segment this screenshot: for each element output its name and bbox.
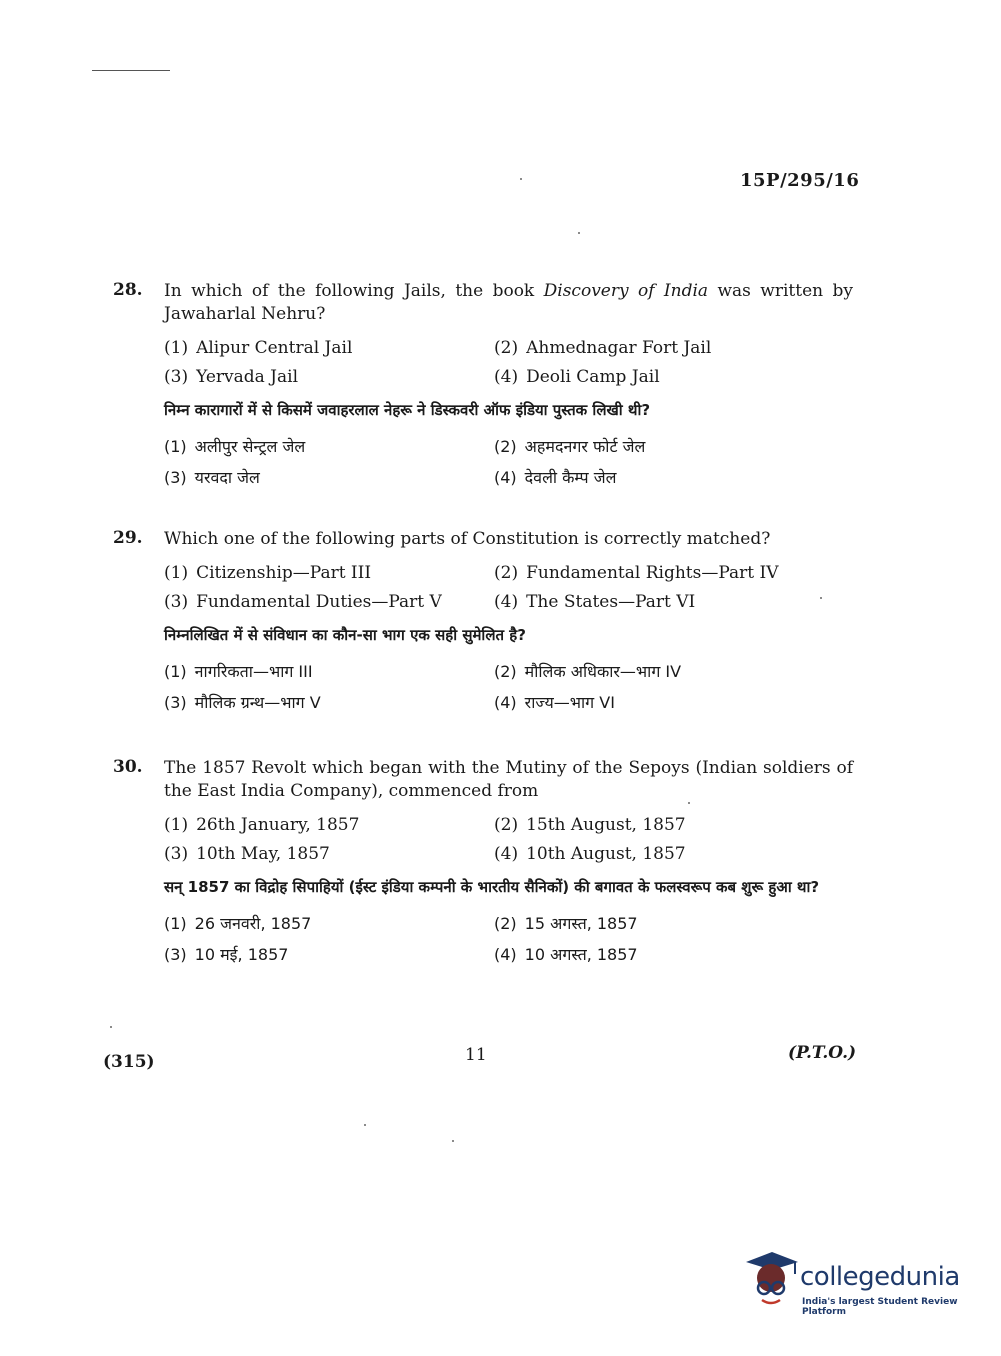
question-30 <box>113 757 853 965</box>
option-3: (3) Fundamental Duties—Part V <box>164 592 442 612</box>
option-4: (4) Deoli Camp Jail <box>494 367 660 387</box>
option-3: (3) 10th May, 1857 <box>164 844 330 864</box>
options-english <box>164 815 853 864</box>
hindi-option-4: (4) देवली कैम्प जेल <box>494 468 617 487</box>
page-number: 11 <box>465 1045 487 1065</box>
logo-tagline: India's largest Student Review Platform <box>802 1297 958 1317</box>
options-hindi <box>164 912 853 965</box>
question-number: 30. <box>113 757 143 777</box>
hindi-option-1: (1) 26 जनवरी, 1857 <box>164 914 312 933</box>
paper-code: 15P/295/16 <box>740 170 860 191</box>
option-1: (1) Alipur Central Jail <box>164 338 353 358</box>
option-4: (4) The States—Part VI <box>494 592 696 612</box>
scan-speck <box>520 178 522 180</box>
hindi-option-2: (2) 15 अगस्त, 1857 <box>494 914 638 933</box>
option-2: (2) Ahmednagar Fort Jail <box>494 338 712 358</box>
question-text: In which of the following Jails, the book Discovery of India was written by Jawaharlal Nehru? <box>164 281 853 324</box>
scan-speck <box>578 232 580 234</box>
question-text: The 1857 Revolt which began with the Mutiny of the Sepoys (Indian soldiers of the East India Company), commenced from <box>164 758 853 801</box>
question-text: Which one of the following parts of Constitution is correctly matched? <box>164 529 771 549</box>
hindi-option-3: (3) 10 मई, 1857 <box>164 945 289 964</box>
question-28 <box>113 280 853 488</box>
hindi-option-1: (1) अलीपुर सेन्ट्रल जेल <box>164 437 306 456</box>
book-title: Discovery of India <box>543 281 709 301</box>
collegedunia-logo <box>742 1248 972 1317</box>
options-hindi <box>164 660 853 713</box>
question-29 <box>113 528 853 713</box>
footer-code: (315) <box>103 1052 155 1072</box>
pto-note: (P.T.O.) <box>788 1043 857 1063</box>
logo-brand-text: collegedunia <box>800 1262 960 1292</box>
hindi-option-2: (2) मौलिक अधिकार—भाग IV <box>494 662 682 681</box>
option-3: (3) Yervada Jail <box>164 367 299 387</box>
options-english <box>164 338 853 387</box>
question-text-hindi: निम्नलिखित में से संविधान का कौन-सा भाग एक सही सुमेलित है? <box>164 626 526 644</box>
option-1: (1) 26th January, 1857 <box>164 815 360 835</box>
option-4: (4) 10th August, 1857 <box>494 844 686 864</box>
option-1: (1) Citizenship—Part III <box>164 563 372 583</box>
question-number: 28. <box>113 280 143 300</box>
hindi-option-2: (2) अहमदनगर फोर्ट जेल <box>494 437 646 456</box>
scan-speck <box>452 1140 454 1142</box>
scan-speck <box>364 1124 366 1126</box>
hindi-option-4: (4) राज्य—भाग VI <box>494 693 615 712</box>
question-text-hindi: सन् 1857 का विद्रोह सिपाहियों (ईस्ट इंडिया कम्पनी के भारतीय सैनिकों) की बगावत के फलस्वरूप कब शुरू हुआ था? <box>164 878 820 896</box>
scan-speck <box>688 802 690 804</box>
mascot-logo-icon <box>742 1248 800 1310</box>
hindi-option-1: (1) नागरिकता—भाग III <box>164 662 313 681</box>
option-2: (2) Fundamental Rights—Part IV <box>494 563 779 583</box>
question-text-hindi: निम्न कारागारों में से किसमें जवाहरलाल नेहरू ने डिस्कवरी ऑफ इंडिया पुस्तक लिखी थी? <box>164 401 651 419</box>
options-english <box>164 563 853 612</box>
hindi-option-3: (3) यरवदा जेल <box>164 468 260 487</box>
option-2: (2) 15th August, 1857 <box>494 815 686 835</box>
hindi-option-3: (3) मौलिक ग्रन्थ—भाग V <box>164 693 321 712</box>
options-hindi <box>164 435 853 488</box>
scan-speck <box>820 597 822 599</box>
hindi-option-4: (4) 10 अगस्त, 1857 <box>494 945 638 964</box>
scan-speck <box>110 1026 112 1028</box>
question-number: 29. <box>113 528 143 548</box>
top-rule <box>92 70 170 71</box>
